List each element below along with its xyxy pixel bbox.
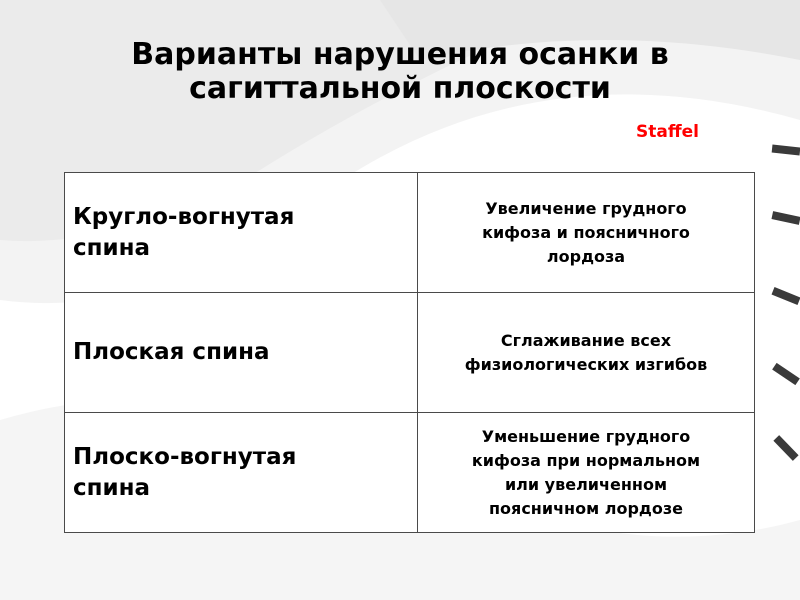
posture-description: Уменьшение грудного кифоза при нормальном или увеличенном поясничном лордозе (471, 426, 701, 518)
posture-type: Плоская спина (73, 339, 270, 365)
table-row (65, 413, 755, 533)
posture-type: Кругло-вогнутая спина (73, 203, 295, 261)
slide-title-line-2: сагиттальной плоскости (189, 71, 611, 106)
posture-type: Плоско-вогнутая спина (73, 443, 297, 501)
posture-table (64, 172, 755, 533)
table-row (65, 173, 755, 293)
posture-type-cell (65, 293, 418, 413)
slide-title (0, 38, 800, 106)
posture-description-cell (418, 293, 755, 413)
posture-description-cell (418, 413, 755, 533)
source-label: Staffel (636, 122, 699, 142)
posture-description: Сглаживание всех физиологических изгибов (464, 330, 708, 374)
slide-title-line-1: Варианты нарушения осанки в (131, 37, 669, 72)
table-row (65, 293, 755, 413)
posture-type-cell (65, 173, 418, 293)
posture-description: Увеличение грудного кифоза и поясничного лордоза (482, 198, 690, 266)
posture-type-cell (65, 413, 418, 533)
posture-description-cell (418, 173, 755, 293)
